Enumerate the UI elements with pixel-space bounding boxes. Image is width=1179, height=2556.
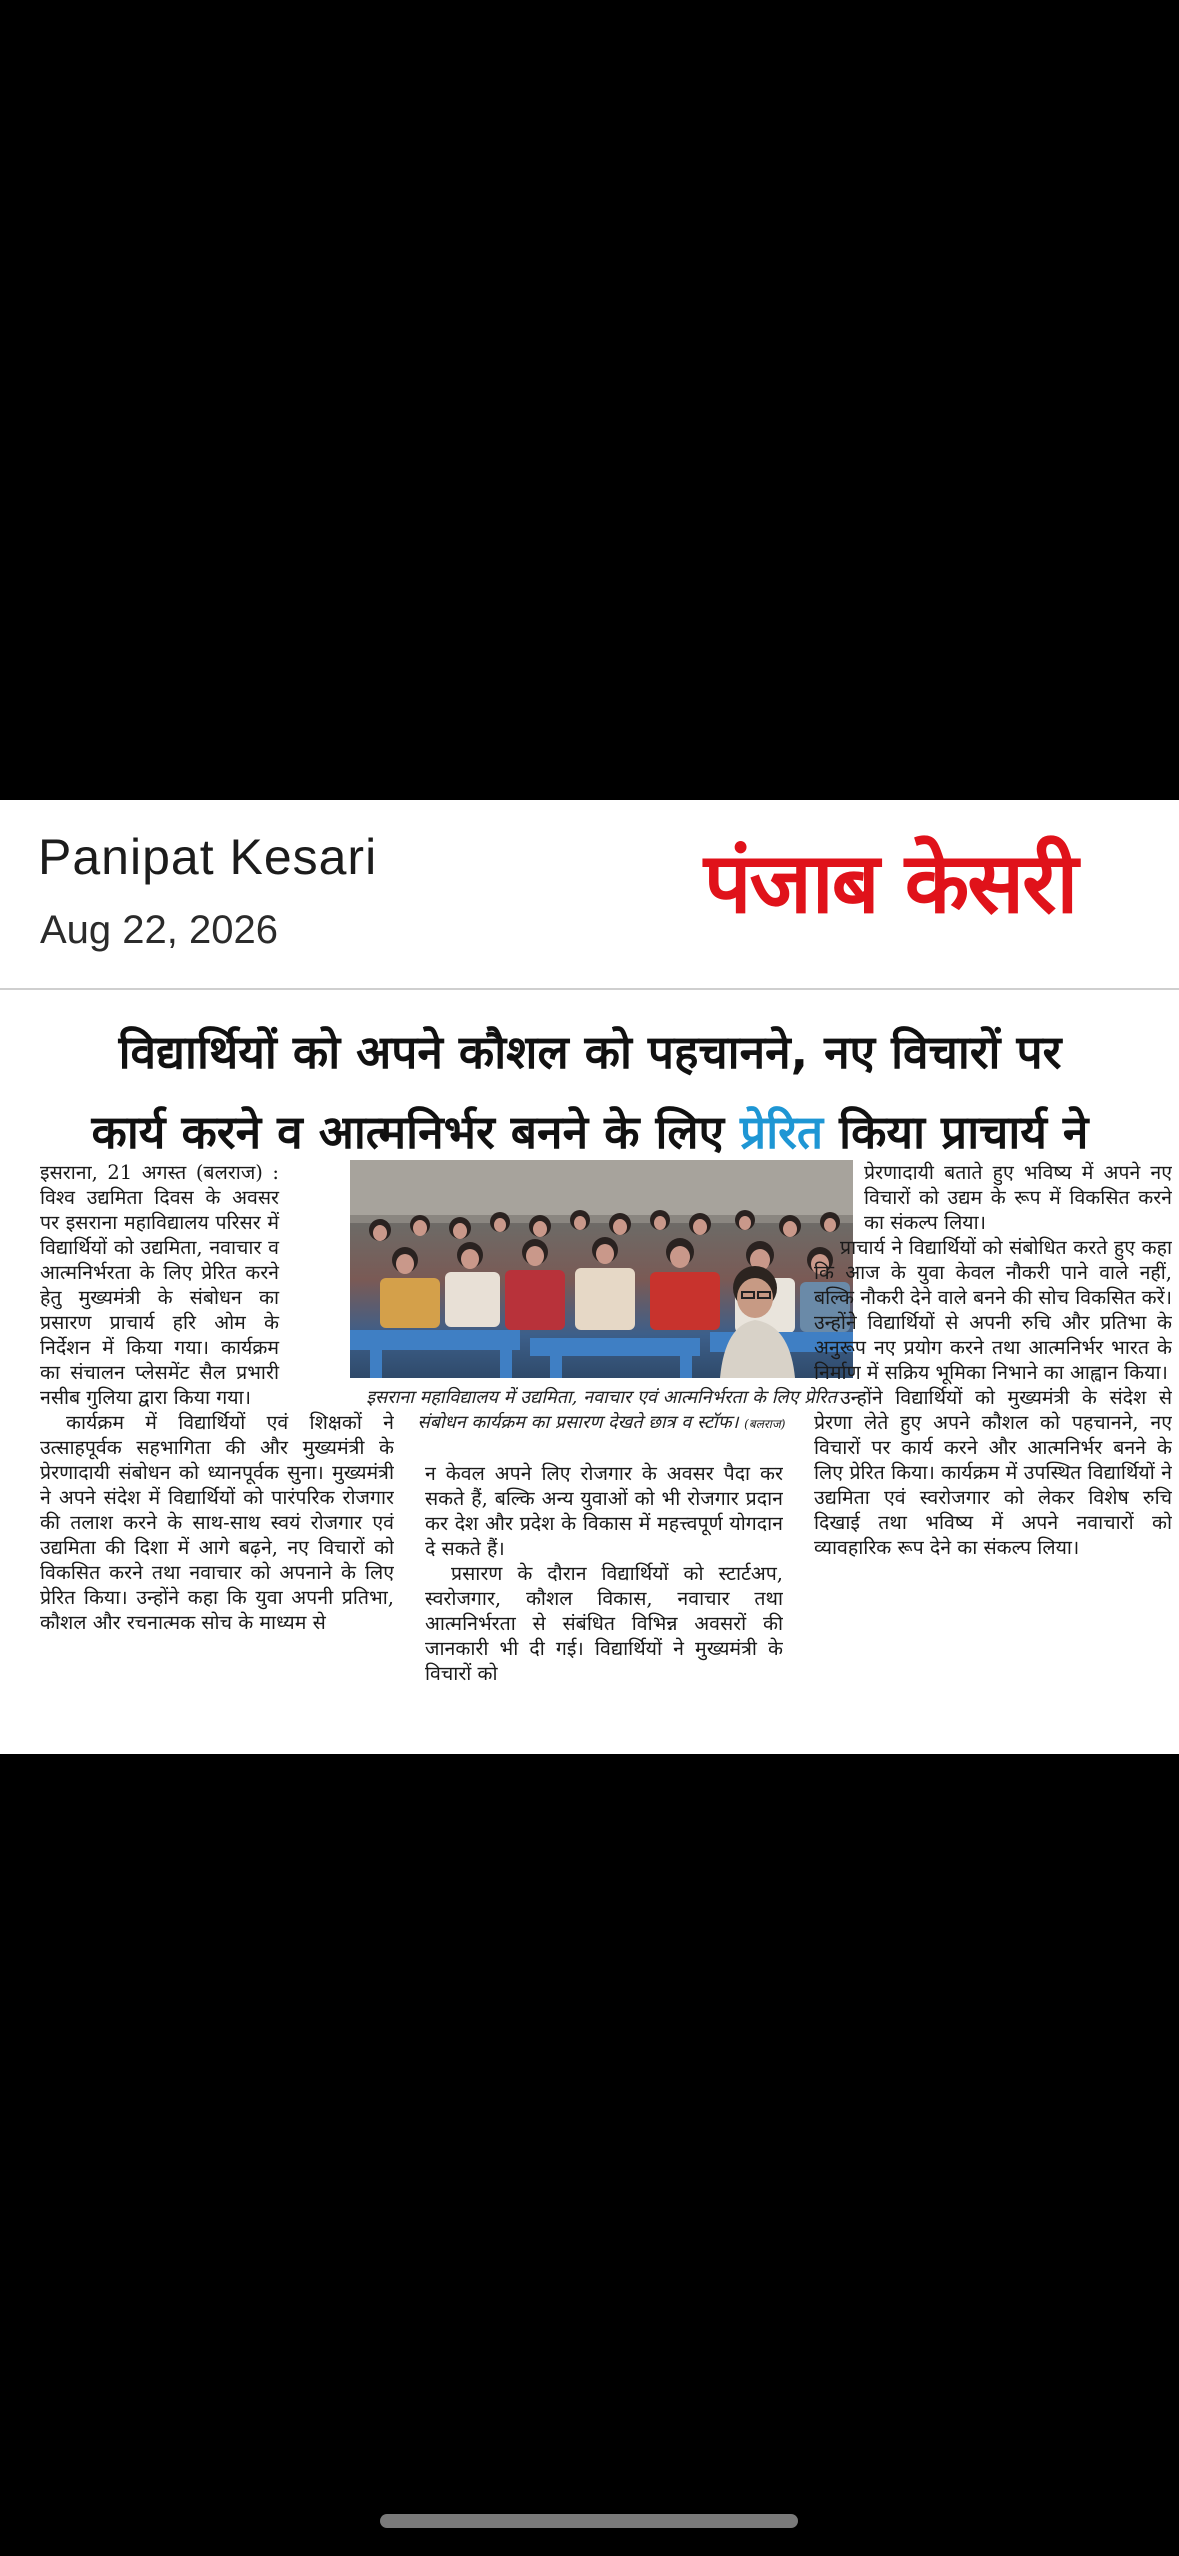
punjab-kesari-logo: पंजाब केसरी [703,834,1077,932]
col3-paragraph-1: प्रेरणादायी बताते हुए भविष्य में अपने नए विचारों को उद्यम के रूप में विकसित करने का संकल्प लिया। [864,1161,1172,1234]
photo-credit: (बलराज) [744,1417,786,1431]
article-column-1 [40,1160,394,1745]
col2-paragraph-2: प्रसारण के दौरान विद्यार्थियों को स्टार्टअप, स्वरोजगार, कौशल विकास, नवाचार तथा आत्मनिर्भरता से संबंधित विभिन्न अवसरों की जानकारी भी दी गई। विद्यार्थियों ने मुख्यमंत्री के विचारों को [425,1562,783,1685]
clipping-header [0,800,1179,988]
col3-paragraph-2: प्राचार्य ने विद्यार्थियों को संबोधित करते हुए कहा कि आज के युवा केवल नौकरी पाने वाले नहीं, बल्कि नौकरी देने वाले बनने की सोच विकसित करें। उन्होंने विद्यार्थियों से अपनी रुचि और प्रतिभा के अनुरूप नए प्रयोग करने तथा आत्मनिर्भर भारत के निर्माण में सक्रिय भूमिका निभाने का आह्वान किया। [814,1236,1172,1384]
publication-date: Aug 22, 2026 [40,908,278,952]
publication-name: Panipat Kesari [38,829,378,885]
headline-line-1: विद्यार्थियों को अपने कौशल को पहचानने, नए विचारों पर [118,1025,1062,1079]
col3-paragraph-3: उन्होंने विद्यार्थियों को मुख्यमंत्री के संदेश से प्रेरणा लेते हुए अपने कौशल को पहचानने, नए विचारों पर कार्य करने और आत्मनिर्भर बनने के लिए प्रेरित किया। कार्यक्रम में उपस्थित विद्यार्थियों ने उद्यमिता एवं स्वरोजगार को लेकर विशेष रुचि दिखाई तथा भविष्य में अपने नवाचारों को व्यावहारिक रूप देने का संकल्प लिया। [814,1386,1172,1559]
headline-accent-word: प्रेरित [740,1105,824,1159]
col1-paragraph-2: कार्यक्रम में विद्यार्थियों एवं शिक्षकों ने उत्साहपूर्वक सहभागिता की और मुख्यमंत्री के प्रेरणादायी संबोधन को ध्यानपूर्वक सुना। मुख्यमंत्री ने अपने संदेश में विद्यार्थियों को पारंपरिक रोजगार की तलाश करने के साथ-साथ स्वयं रोजगार एवं उद्यमिता की दिशा में आगे बढ़ने, नए विचारों को विकसित करने तथा नवाचार को अपनाने के लिए प्रेरित किया। उन्होंने कहा कि युवा अपनी प्रतिभा, कौशल और रचनात्मक सोच के माध्यम से [40,1411,394,1634]
headline-line-2-end: किया प्राचार्य ने [839,1105,1089,1159]
photo-caption [350,1385,853,1437]
article-headline [20,1012,1160,1172]
headline-line-2-start: कार्य करने व आत्मनिर्भर बनने के लिए [91,1105,725,1159]
article-column-3 [814,1160,1172,1745]
newspaper-clipping [0,800,1179,1754]
article-column-2 [425,1461,783,1745]
col2-paragraph-1: न केवल अपने लिए रोजगार के अवसर पैदा कर सकते हैं, बल्कि अन्य युवाओं को भी रोजगार प्रदान कर देश और प्रदेश के विकास में महत्त्वपूर्ण योगदान दे सकते हैं। [425,1462,783,1560]
article-photo [350,1160,853,1378]
col1-paragraph-1: इसराना, 21 अगस्त (बलराज) : विश्व उद्यमिता दिवस के अवसर पर इसराना महाविद्यालय परिसर में विद्यार्थियों को उद्यमिता, नवाचार व आत्मनिर्भरता के लिए प्रेरित करने हेतु मुख्यमंत्री के संबोधन का प्रसारण प्राचार्य हरि ओम के निर्देशन में किया गया। कार्यक्रम का संचालन प्लेसमेंट सैल प्रभारी नसीब गुलिया द्वारा किया गया। [40,1161,279,1409]
classroom-photo [350,1160,853,1378]
home-indicator[interactable] [380,2514,798,2528]
header-divider [0,988,1179,990]
photo-caption-text: इसराना महाविद्यालय में उद्यमिता, नवाचार एवं आत्मनिर्भरता के लिए प्रेरित संबोधन कार्यक्रम का प्रसारण देखते छात्र व स्टॉफ। [366,1387,837,1433]
